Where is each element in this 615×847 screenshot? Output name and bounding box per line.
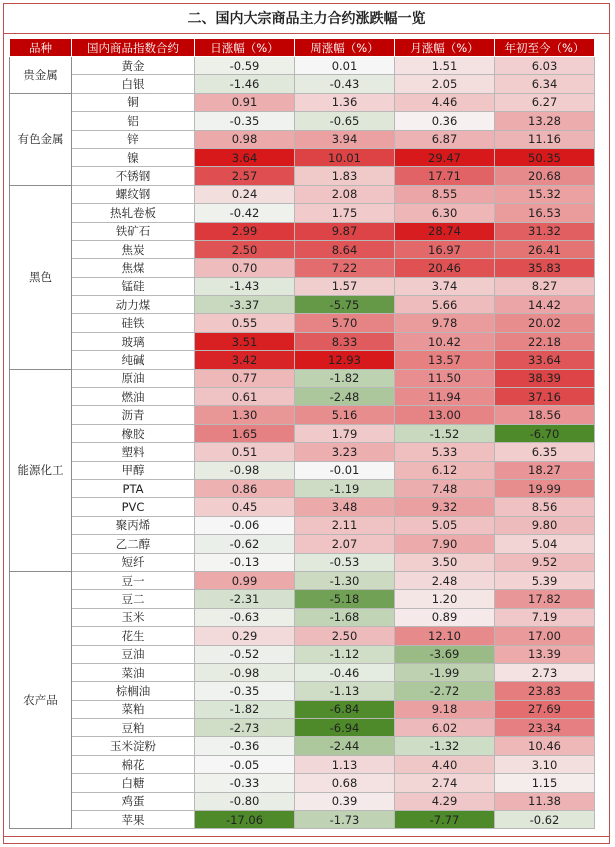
contract-name-cell: 燃油 [72, 388, 195, 406]
table-row [10, 112, 595, 130]
weekly-change-cell: -6.84 [295, 700, 395, 718]
col-header-ytd: 年初至今（%） [495, 39, 595, 57]
daily-change-cell: 0.24 [195, 185, 295, 203]
contract-name-cell: 铁矿石 [72, 222, 195, 240]
weekly-change-cell: -0.43 [295, 75, 395, 93]
table-row [10, 185, 595, 203]
table-title: 二、国内大宗商品主力合约涨跌幅一览 [4, 4, 609, 34]
ytd-change-cell: 17.00 [495, 627, 595, 645]
ytd-change-cell: 26.41 [495, 240, 595, 258]
contract-name-cell: 鸡蛋 [72, 792, 195, 810]
daily-change-cell: 2.99 [195, 222, 295, 240]
table-row [10, 663, 595, 681]
table-row [10, 351, 595, 369]
daily-change-cell: -0.05 [195, 755, 295, 773]
weekly-change-cell: 0.39 [295, 792, 395, 810]
contract-name-cell: 锌 [72, 130, 195, 148]
contract-name-cell: 玉米 [72, 608, 195, 626]
table-row [10, 424, 595, 442]
monthly-change-cell: 16.97 [395, 240, 495, 258]
contract-name-cell: 豆油 [72, 645, 195, 663]
monthly-change-cell: 8.55 [395, 185, 495, 203]
daily-change-cell: 1.30 [195, 406, 295, 424]
table-row [10, 516, 595, 534]
ytd-change-cell: 23.83 [495, 682, 595, 700]
ytd-change-cell: 5.39 [495, 571, 595, 589]
monthly-change-cell: 11.94 [395, 388, 495, 406]
ytd-change-cell: 11.16 [495, 130, 595, 148]
daily-change-cell: -0.06 [195, 516, 295, 534]
contract-name-cell: 动力煤 [72, 296, 195, 314]
weekly-change-cell: -5.75 [295, 296, 395, 314]
monthly-change-cell: -1.32 [395, 737, 495, 755]
ytd-change-cell: 33.64 [495, 351, 595, 369]
weekly-change-cell: 3.23 [295, 443, 395, 461]
contract-name-cell: 原油 [72, 369, 195, 387]
table-row [10, 479, 595, 497]
daily-change-cell: 2.50 [195, 240, 295, 258]
ytd-change-cell: 50.35 [495, 148, 595, 166]
contract-name-cell: 聚丙烯 [72, 516, 195, 534]
table-row [10, 443, 595, 461]
weekly-change-cell: 5.16 [295, 406, 395, 424]
table-row [10, 388, 595, 406]
table-row [10, 700, 595, 718]
monthly-change-cell: 2.05 [395, 75, 495, 93]
monthly-change-cell: 9.78 [395, 314, 495, 332]
weekly-change-cell: 5.70 [295, 314, 395, 332]
daily-change-cell: 0.98 [195, 130, 295, 148]
daily-change-cell: -0.36 [195, 737, 295, 755]
weekly-change-cell: -1.19 [295, 479, 395, 497]
category-cell: 有色金属 [10, 93, 72, 185]
ytd-change-cell: 20.02 [495, 314, 595, 332]
ytd-change-cell: 17.82 [495, 590, 595, 608]
contract-name-cell: PVC [72, 498, 195, 516]
contract-name-cell: 锰硅 [72, 277, 195, 295]
weekly-change-cell: 3.94 [295, 130, 395, 148]
daily-change-cell: -1.46 [195, 75, 295, 93]
weekly-change-cell: 1.83 [295, 167, 395, 185]
ytd-change-cell: 11.38 [495, 792, 595, 810]
weekly-change-cell: 7.22 [295, 259, 395, 277]
monthly-change-cell: 5.33 [395, 443, 495, 461]
category-cell: 农产品 [10, 571, 72, 828]
table-row [10, 332, 595, 350]
monthly-change-cell: 10.42 [395, 332, 495, 350]
contract-name-cell: 乙二醇 [72, 535, 195, 553]
table-row [10, 57, 595, 75]
monthly-change-cell: 9.32 [395, 498, 495, 516]
weekly-change-cell: 1.75 [295, 204, 395, 222]
table-row [10, 811, 595, 829]
weekly-change-cell: -0.46 [295, 663, 395, 681]
monthly-change-cell: 11.50 [395, 369, 495, 387]
table-row [10, 167, 595, 185]
monthly-change-cell: 6.30 [395, 204, 495, 222]
ytd-change-cell: 31.32 [495, 222, 595, 240]
monthly-change-cell: 5.66 [395, 296, 495, 314]
contract-name-cell: 焦炭 [72, 240, 195, 258]
daily-change-cell: 3.51 [195, 332, 295, 350]
monthly-change-cell: -7.77 [395, 811, 495, 829]
weekly-change-cell: 9.87 [295, 222, 395, 240]
monthly-change-cell: 6.02 [395, 719, 495, 737]
daily-change-cell: 0.70 [195, 259, 295, 277]
weekly-change-cell: 0.01 [295, 57, 395, 75]
daily-change-cell: 0.55 [195, 314, 295, 332]
ytd-change-cell: 16.53 [495, 204, 595, 222]
ytd-change-cell: 20.68 [495, 167, 595, 185]
ytd-change-cell: 10.46 [495, 737, 595, 755]
monthly-change-cell: -3.69 [395, 645, 495, 663]
ytd-change-cell: 9.80 [495, 516, 595, 534]
daily-change-cell: -0.52 [195, 645, 295, 663]
monthly-change-cell: 5.05 [395, 516, 495, 534]
monthly-change-cell: 4.40 [395, 755, 495, 773]
monthly-change-cell: 13.00 [395, 406, 495, 424]
col-header-weekly: 周涨幅（%） [295, 39, 395, 57]
monthly-change-cell: 20.46 [395, 259, 495, 277]
contract-name-cell: 镍 [72, 148, 195, 166]
daily-change-cell: 3.64 [195, 148, 295, 166]
daily-change-cell: 0.29 [195, 627, 295, 645]
contract-name-cell: 苹果 [72, 811, 195, 829]
bottom-rule [4, 836, 609, 837]
table-row [10, 645, 595, 663]
table-row [10, 75, 595, 93]
weekly-change-cell: -0.53 [295, 553, 395, 571]
monthly-change-cell: 0.89 [395, 608, 495, 626]
ytd-change-cell: 35.83 [495, 259, 595, 277]
ytd-change-cell: 19.99 [495, 479, 595, 497]
daily-change-cell: -0.62 [195, 535, 295, 553]
contract-name-cell: 菜粕 [72, 700, 195, 718]
daily-change-cell: 0.86 [195, 479, 295, 497]
table-row [10, 737, 595, 755]
ytd-change-cell: 6.03 [495, 57, 595, 75]
monthly-change-cell: 9.18 [395, 700, 495, 718]
daily-change-cell: -17.06 [195, 811, 295, 829]
weekly-change-cell: -1.30 [295, 571, 395, 589]
contract-name-cell: 热轧卷板 [72, 204, 195, 222]
monthly-change-cell: 0.36 [395, 112, 495, 130]
weekly-change-cell: 2.08 [295, 185, 395, 203]
ytd-change-cell: 8.27 [495, 277, 595, 295]
daily-change-cell: -0.98 [195, 663, 295, 681]
daily-change-cell: 2.57 [195, 167, 295, 185]
monthly-change-cell: 28.74 [395, 222, 495, 240]
table-row [10, 590, 595, 608]
weekly-change-cell: -0.01 [295, 461, 395, 479]
weekly-change-cell: 0.68 [295, 774, 395, 792]
ytd-change-cell: 7.19 [495, 608, 595, 626]
monthly-change-cell: 4.46 [395, 93, 495, 111]
table-row [10, 682, 595, 700]
monthly-change-cell: 7.48 [395, 479, 495, 497]
daily-change-cell: 0.91 [195, 93, 295, 111]
col-header-daily: 日涨幅（%） [195, 39, 295, 57]
contract-name-cell: 白糖 [72, 774, 195, 792]
table-row [10, 222, 595, 240]
monthly-change-cell: -2.72 [395, 682, 495, 700]
table-row [10, 627, 595, 645]
ytd-change-cell: 22.18 [495, 332, 595, 350]
contract-name-cell: 菜油 [72, 663, 195, 681]
table-row [10, 314, 595, 332]
daily-change-cell: -0.63 [195, 608, 295, 626]
contract-name-cell: 塑料 [72, 443, 195, 461]
monthly-change-cell: 3.74 [395, 277, 495, 295]
monthly-change-cell: 13.57 [395, 351, 495, 369]
daily-change-cell: 1.65 [195, 424, 295, 442]
weekly-change-cell: -1.12 [295, 645, 395, 663]
ytd-change-cell: 8.56 [495, 498, 595, 516]
contract-name-cell: 不锈钢 [72, 167, 195, 185]
contract-name-cell: 棉花 [72, 755, 195, 773]
contract-name-cell: 橡胶 [72, 424, 195, 442]
col-header-category: 品种 [10, 39, 72, 57]
weekly-change-cell: 3.48 [295, 498, 395, 516]
ytd-change-cell: 27.69 [495, 700, 595, 718]
weekly-change-cell: 8.33 [295, 332, 395, 350]
category-cell: 贵金属 [10, 57, 72, 94]
col-header-contract: 国内商品指数合约 [72, 39, 195, 57]
daily-change-cell: -0.13 [195, 553, 295, 571]
col-header-monthly: 月涨幅（%） [395, 39, 495, 57]
weekly-change-cell: 1.57 [295, 277, 395, 295]
ytd-change-cell: -6.70 [495, 424, 595, 442]
ytd-change-cell: 38.39 [495, 369, 595, 387]
daily-change-cell: 0.51 [195, 443, 295, 461]
daily-change-cell: 0.99 [195, 571, 295, 589]
daily-change-cell: -0.42 [195, 204, 295, 222]
ytd-change-cell: 14.42 [495, 296, 595, 314]
monthly-change-cell: 29.47 [395, 148, 495, 166]
contract-name-cell: 豆一 [72, 571, 195, 589]
contract-name-cell: 豆二 [72, 590, 195, 608]
weekly-change-cell: 1.79 [295, 424, 395, 442]
ytd-change-cell: 13.39 [495, 645, 595, 663]
monthly-change-cell: 12.10 [395, 627, 495, 645]
monthly-change-cell: 17.71 [395, 167, 495, 185]
table-row [10, 296, 595, 314]
monthly-change-cell: -1.52 [395, 424, 495, 442]
category-cell: 能源化工 [10, 369, 72, 571]
ytd-change-cell: 5.04 [495, 535, 595, 553]
ytd-change-cell: 18.27 [495, 461, 595, 479]
table-row [10, 369, 595, 387]
daily-change-cell: -0.98 [195, 461, 295, 479]
ytd-change-cell: 23.34 [495, 719, 595, 737]
monthly-change-cell: 7.90 [395, 535, 495, 553]
table-row [10, 277, 595, 295]
table-row [10, 755, 595, 773]
contract-name-cell: 豆粕 [72, 719, 195, 737]
table-row [10, 571, 595, 589]
contract-name-cell: 硅铁 [72, 314, 195, 332]
monthly-change-cell: -1.99 [395, 663, 495, 681]
daily-change-cell: -2.31 [195, 590, 295, 608]
monthly-change-cell: 2.48 [395, 571, 495, 589]
commodity-returns-table [9, 38, 595, 829]
table-row [10, 461, 595, 479]
daily-change-cell: -1.43 [195, 277, 295, 295]
weekly-change-cell: 1.36 [295, 93, 395, 111]
weekly-change-cell: -1.82 [295, 369, 395, 387]
ytd-change-cell: 37.16 [495, 388, 595, 406]
contract-name-cell: 白银 [72, 75, 195, 93]
table-row [10, 608, 595, 626]
daily-change-cell: -3.37 [195, 296, 295, 314]
ytd-change-cell: -0.62 [495, 811, 595, 829]
weekly-change-cell: -1.73 [295, 811, 395, 829]
contract-name-cell: 纯碱 [72, 351, 195, 369]
ytd-change-cell: 1.15 [495, 774, 595, 792]
contract-name-cell: 甲醇 [72, 461, 195, 479]
contract-name-cell: 焦煤 [72, 259, 195, 277]
daily-change-cell: -0.59 [195, 57, 295, 75]
table-row [10, 406, 595, 424]
category-cell: 黑色 [10, 185, 72, 369]
ytd-change-cell: 9.52 [495, 553, 595, 571]
contract-name-cell: 花生 [72, 627, 195, 645]
table-row [10, 535, 595, 553]
weekly-change-cell: -0.65 [295, 112, 395, 130]
weekly-change-cell: -1.13 [295, 682, 395, 700]
monthly-change-cell: 6.87 [395, 130, 495, 148]
ytd-change-cell: 6.35 [495, 443, 595, 461]
table-row [10, 240, 595, 258]
daily-change-cell: -2.73 [195, 719, 295, 737]
contract-name-cell: 棕榈油 [72, 682, 195, 700]
weekly-change-cell: -6.94 [295, 719, 395, 737]
ytd-change-cell: 2.73 [495, 663, 595, 681]
weekly-change-cell: 2.50 [295, 627, 395, 645]
weekly-change-cell: -5.18 [295, 590, 395, 608]
contract-name-cell: 铜 [72, 93, 195, 111]
table-row [10, 498, 595, 516]
daily-change-cell: -1.82 [195, 700, 295, 718]
ytd-change-cell: 15.32 [495, 185, 595, 203]
ytd-change-cell: 3.10 [495, 755, 595, 773]
monthly-change-cell: 1.51 [395, 57, 495, 75]
monthly-change-cell: 2.74 [395, 774, 495, 792]
monthly-change-cell: 6.12 [395, 461, 495, 479]
daily-change-cell: 0.77 [195, 369, 295, 387]
daily-change-cell: -0.33 [195, 774, 295, 792]
contract-name-cell: 沥青 [72, 406, 195, 424]
table-row [10, 774, 595, 792]
ytd-change-cell: 6.27 [495, 93, 595, 111]
weekly-change-cell: 8.64 [295, 240, 395, 258]
table-row [10, 204, 595, 222]
contract-name-cell: 短纤 [72, 553, 195, 571]
header-row [10, 39, 595, 57]
table-row [10, 719, 595, 737]
weekly-change-cell: 2.11 [295, 516, 395, 534]
daily-change-cell: 0.61 [195, 388, 295, 406]
table-row [10, 130, 595, 148]
weekly-change-cell: 10.01 [295, 148, 395, 166]
contract-name-cell: 螺纹钢 [72, 185, 195, 203]
table-row [10, 259, 595, 277]
monthly-change-cell: 1.20 [395, 590, 495, 608]
daily-change-cell: 3.42 [195, 351, 295, 369]
daily-change-cell: -0.35 [195, 682, 295, 700]
ytd-change-cell: 6.34 [495, 75, 595, 93]
table-row [10, 553, 595, 571]
weekly-change-cell: -2.44 [295, 737, 395, 755]
contract-name-cell: 玻璃 [72, 332, 195, 350]
weekly-change-cell: 2.07 [295, 535, 395, 553]
contract-name-cell: 玉米淀粉 [72, 737, 195, 755]
ytd-change-cell: 13.28 [495, 112, 595, 130]
weekly-change-cell: 12.93 [295, 351, 395, 369]
contract-name-cell: 铝 [72, 112, 195, 130]
daily-change-cell: 0.45 [195, 498, 295, 516]
daily-change-cell: -0.35 [195, 112, 295, 130]
monthly-change-cell: 3.50 [395, 553, 495, 571]
ytd-change-cell: 18.56 [495, 406, 595, 424]
daily-change-cell: -0.80 [195, 792, 295, 810]
table-row [10, 148, 595, 166]
table-row [10, 93, 595, 111]
contract-name-cell: 黄金 [72, 57, 195, 75]
weekly-change-cell: -2.48 [295, 388, 395, 406]
table-row [10, 792, 595, 810]
monthly-change-cell: 4.29 [395, 792, 495, 810]
weekly-change-cell: 1.13 [295, 755, 395, 773]
weekly-change-cell: -1.68 [295, 608, 395, 626]
contract-name-cell: PTA [72, 479, 195, 497]
